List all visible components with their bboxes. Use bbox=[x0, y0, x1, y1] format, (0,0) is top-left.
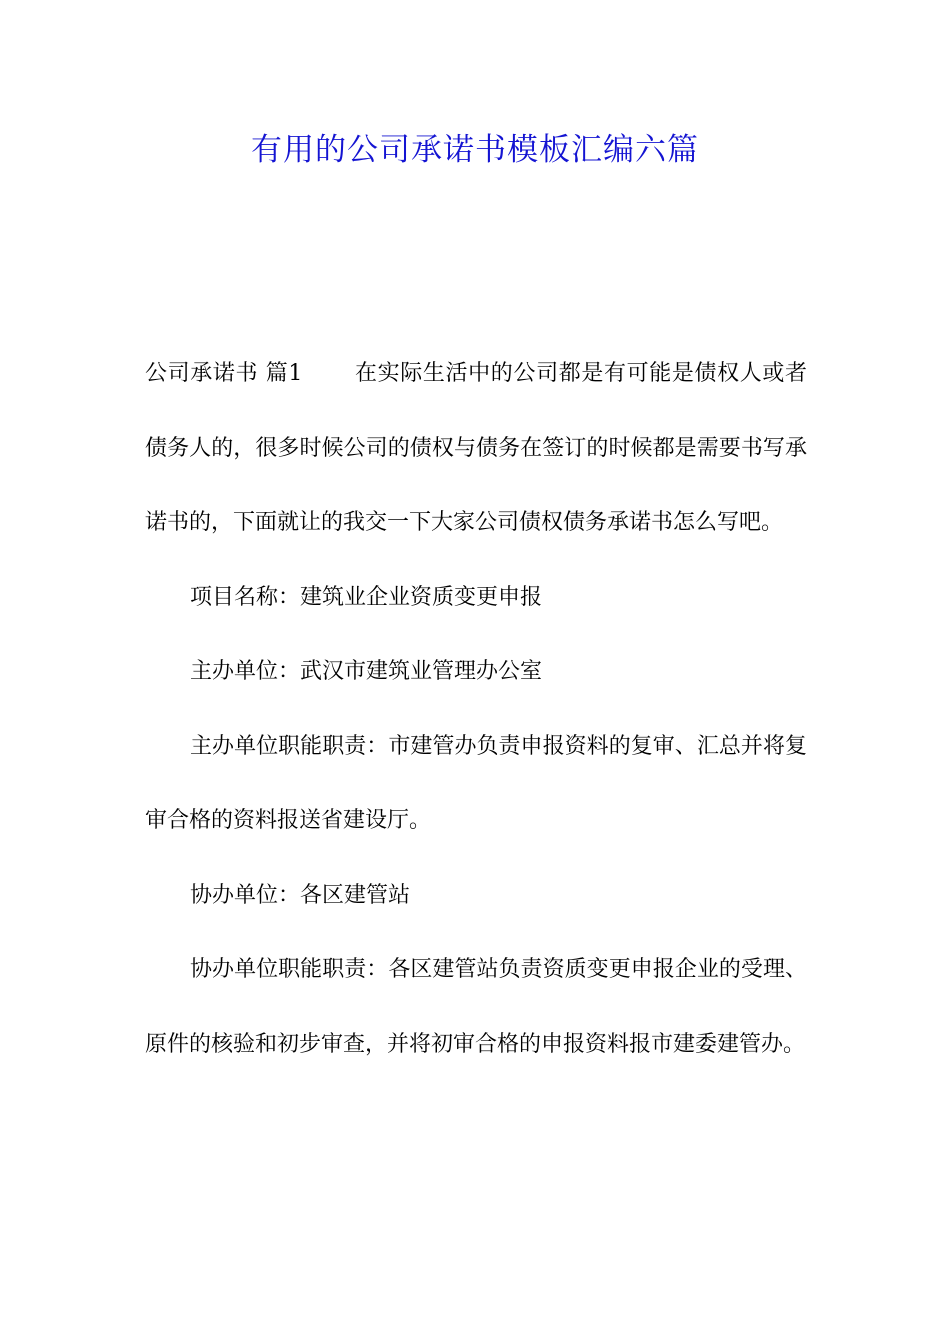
paragraph-co-unit: 协办单位：各区建管站 bbox=[190, 882, 411, 908]
paragraph-host-duties: 主办单位职能职责：市建管办负责申报资料的复审、汇总并将复审合格的资料报送省建设厅。 bbox=[145, 733, 807, 833]
paragraph-host-unit: 主办单位：武汉市建筑业管理办公室 bbox=[190, 659, 543, 684]
document-body bbox=[145, 337, 807, 1082]
intro-paragraph bbox=[145, 337, 807, 561]
document-title: 有用的公司承诺书模板汇编六篇 bbox=[251, 132, 699, 168]
intro-text: 在实际生活中的公司都是有可能是债权人或者债务人的，很多时候公司的债权与债务在签订的时候都是需要书写承诺书的，下面就让的我交一下大家公司债权债务承诺书怎么写吧。 bbox=[145, 361, 807, 535]
section-heading: 公司承诺书 篇1 bbox=[145, 361, 303, 386]
paragraph-project-name: 项目名称：建筑业企业资质变更申报 bbox=[190, 584, 543, 610]
paragraph-co-duties: 协办单位职能职责：各区建管站负责资质变更申报企业的受理、原件的核验和初步审查，并将初审合格的申报资料报市建委建管办。 bbox=[145, 957, 807, 1057]
